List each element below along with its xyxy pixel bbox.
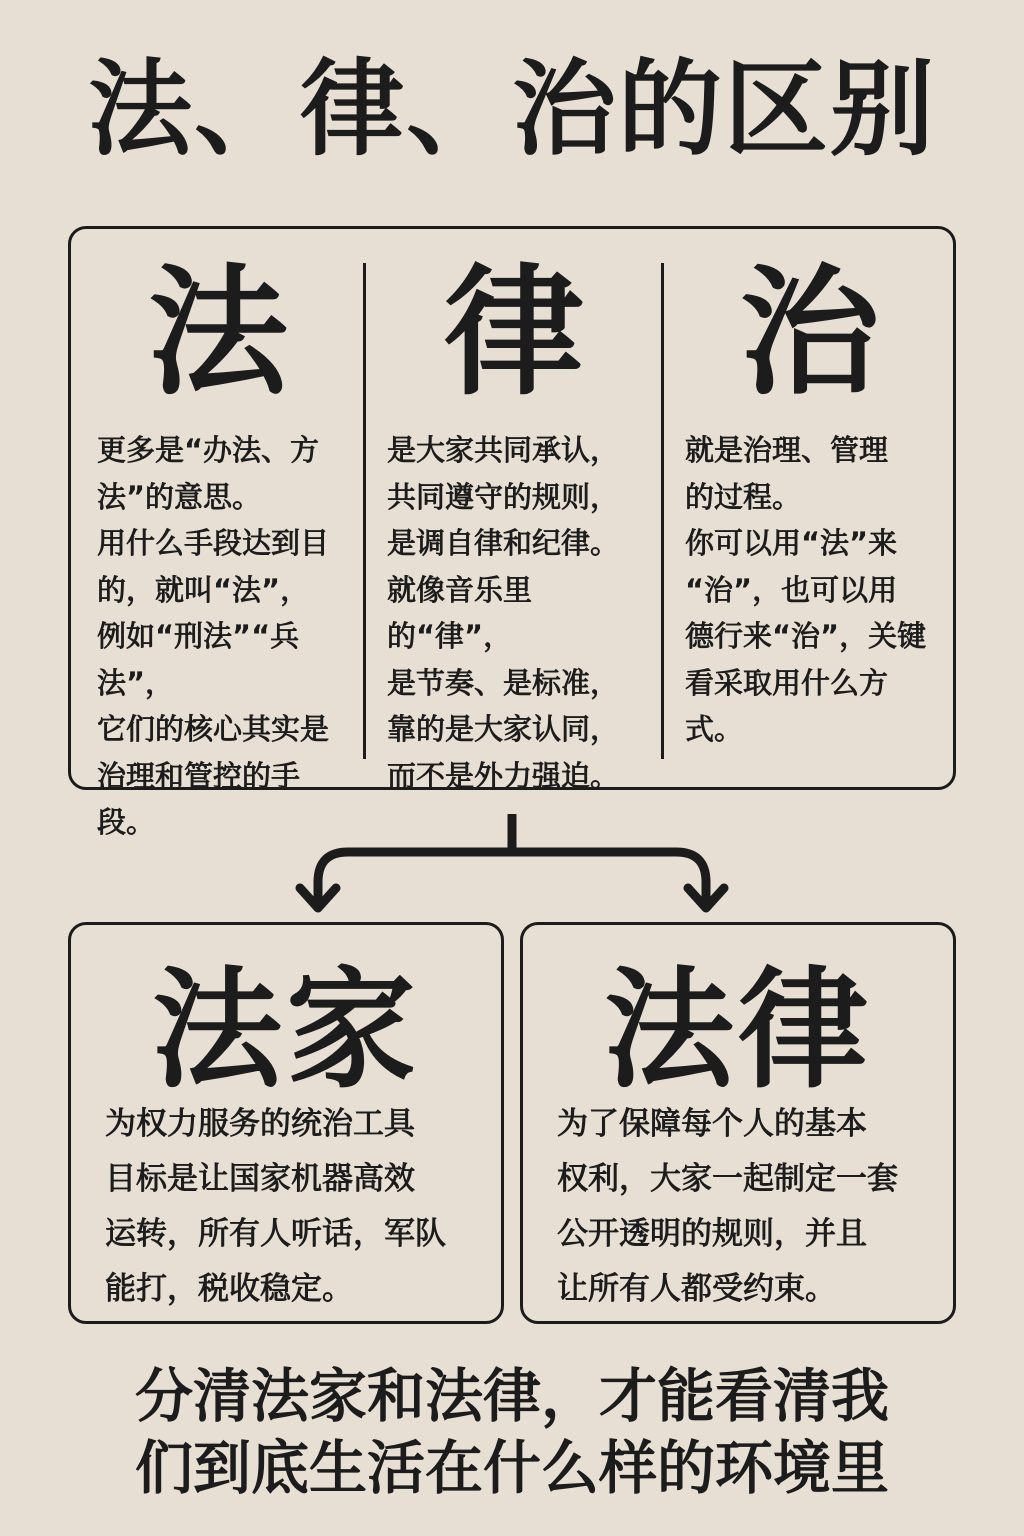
fajia-title: 法家 <box>151 954 420 1106</box>
column-lv <box>365 229 663 793</box>
column-fa-heading: 法 <box>147 252 288 415</box>
falv-description: 为了保障每个人的基本 权利，大家一起制定一套 公开透明的规则，并且 让所有人都受约束。 <box>557 1106 898 1307</box>
falv-title: 法律 <box>603 954 872 1106</box>
column-fa-description: 更多是“办法、方 法”的意思。 用什么手段达到目 的，就叫“法”， 例如“刑法”“兵法”， 它们的核心其实是 治理和管控的手段。 <box>97 433 330 839</box>
page-title: 法、律、治的区别 <box>87 48 936 170</box>
column-lv-heading: 律 <box>443 252 584 415</box>
column-zhi <box>663 229 956 787</box>
column-lv-description: 是大家共同承认， 共同遵守的规则， 是调自律和纪律。 就像音乐里的“律”， 是节奏、是标准， 靠的是大家认同， 而不是外力强迫。 <box>387 433 620 793</box>
fajia-box <box>68 922 504 1324</box>
falv-box <box>520 922 956 1324</box>
fajia-description: 为权力服务的统治工具 目标是让国家机器高效 运转，所有人听话，军队 能打，税收稳定。 <box>105 1106 446 1307</box>
column-zhi-description: 就是治理、管理 的过程。 你可以用“法”来 “治”，也可以用 德行来“治”，关键 看采取用什么方 式。 <box>685 433 927 746</box>
column-fa <box>71 229 365 839</box>
footer-conclusion: 分清法家和法律，才能看清我 们到底生活在什么样的环境里 <box>134 1362 889 1502</box>
branch-arrow-icon <box>0 812 1024 922</box>
column-zhi-heading: 治 <box>739 252 880 415</box>
comparison-panel <box>68 226 956 839</box>
